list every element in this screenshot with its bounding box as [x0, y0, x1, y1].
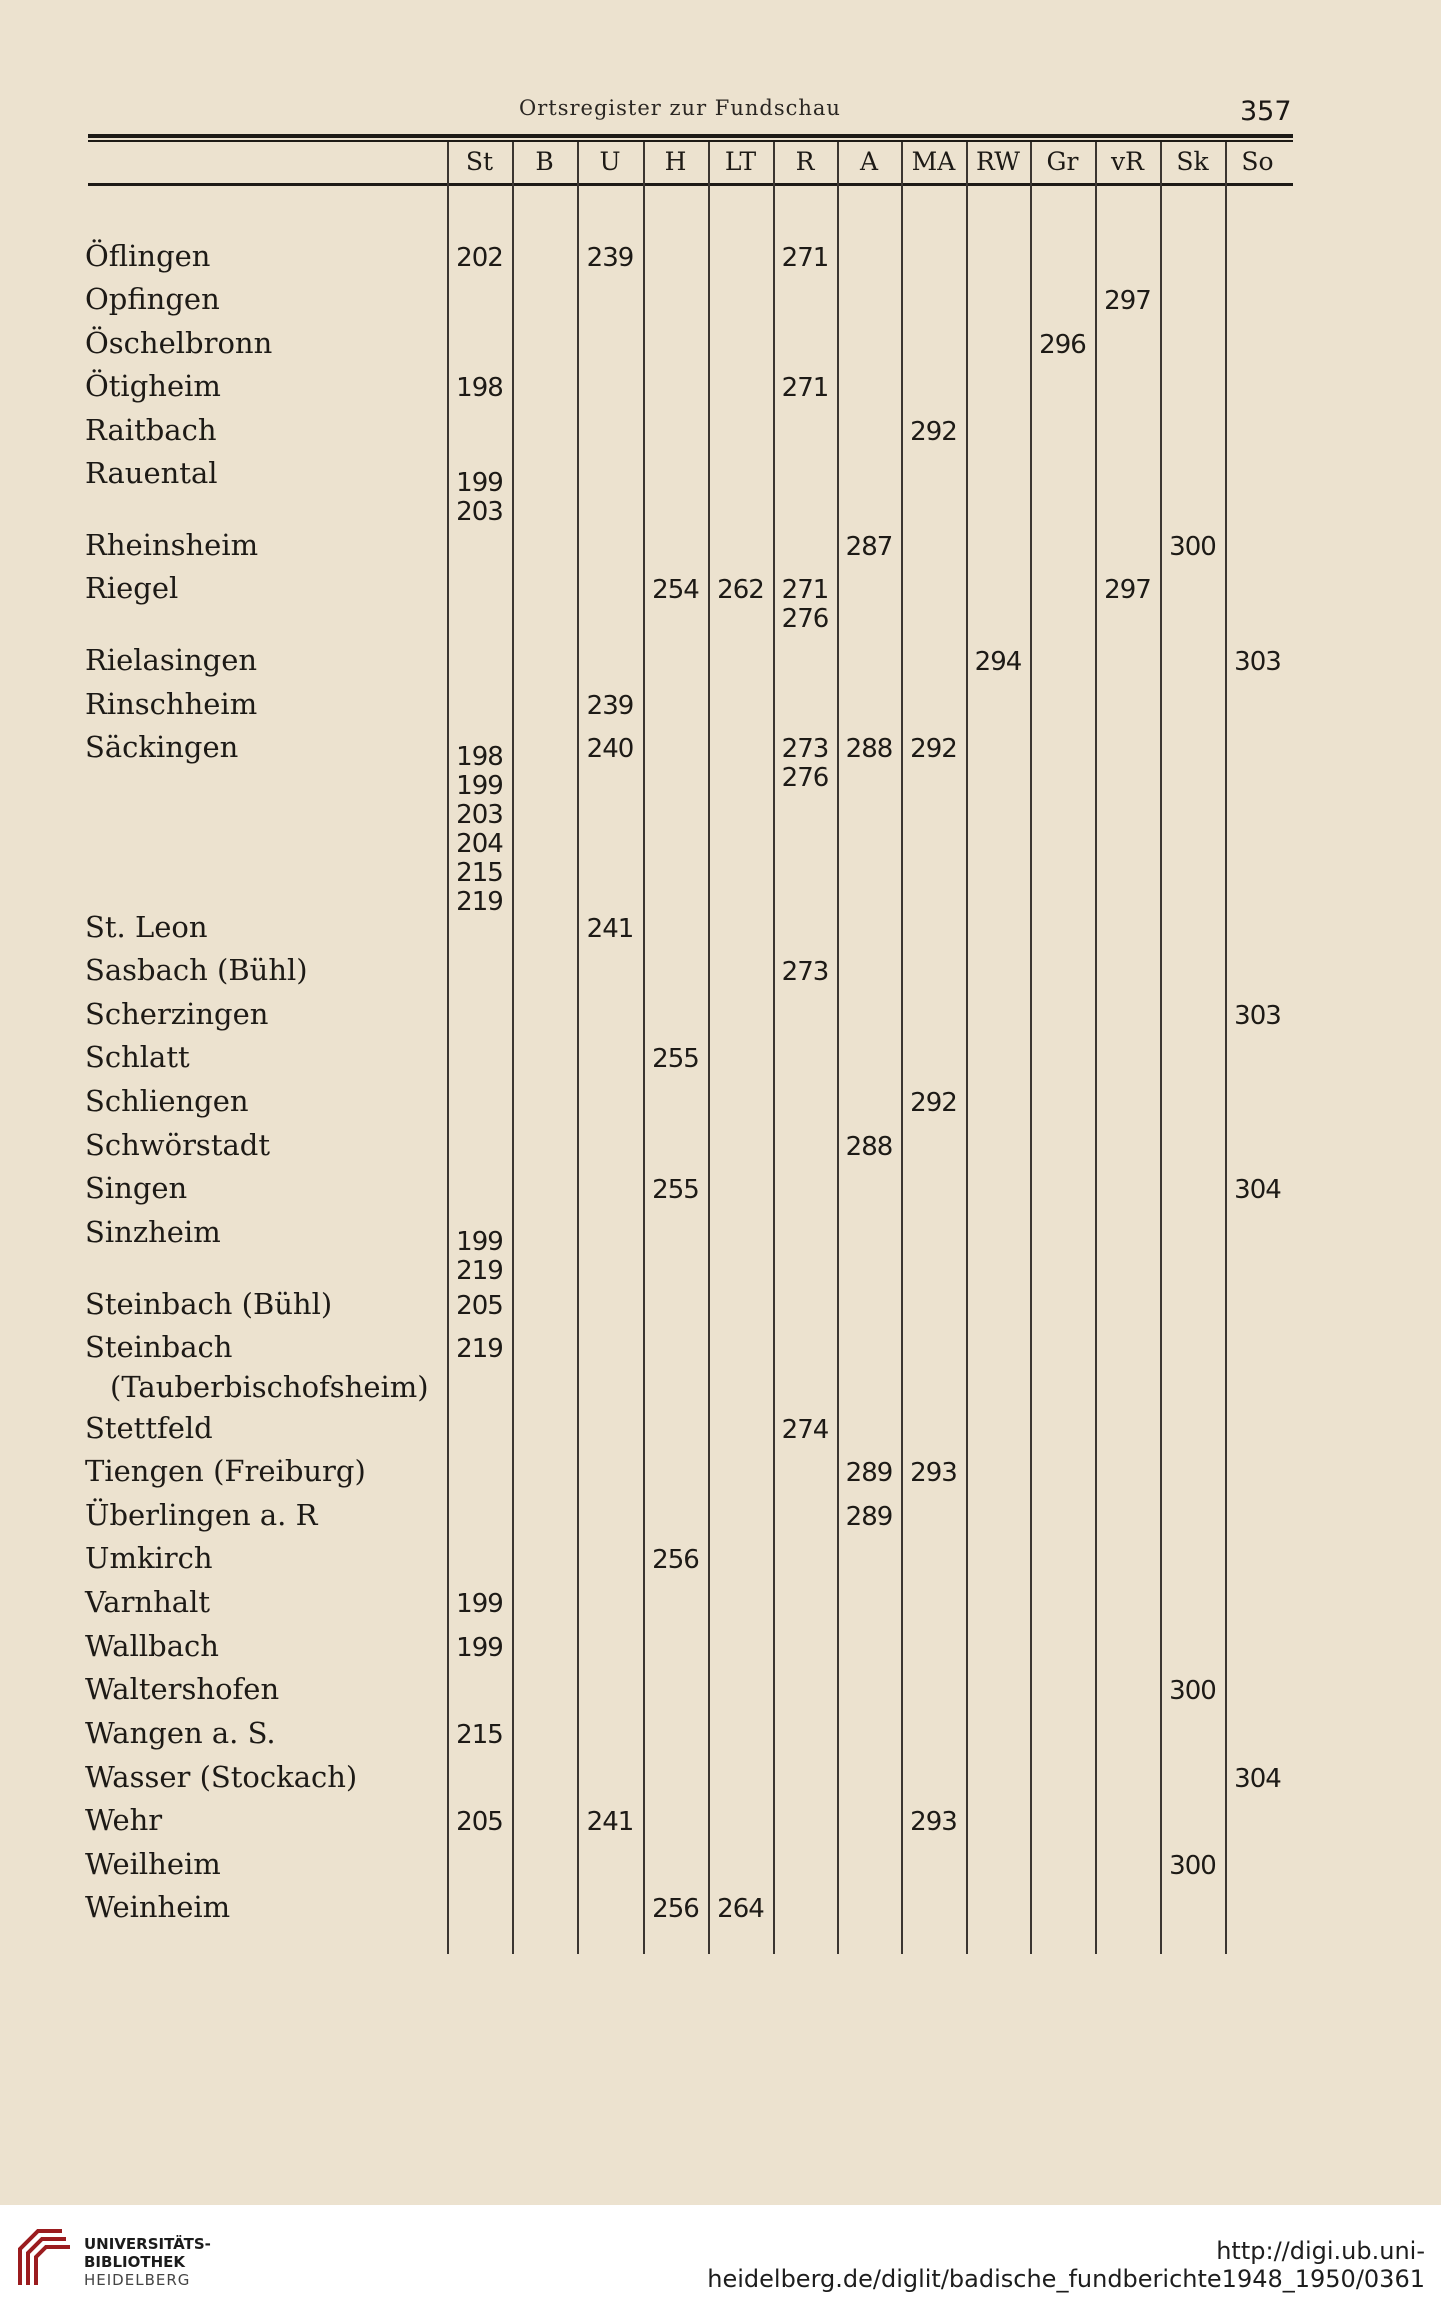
cell-a — [839, 533, 899, 562]
cell-so — [1228, 1176, 1288, 1205]
page-reference: 289 — [845, 1502, 893, 1532]
page-reference: 204 — [456, 829, 503, 859]
cell-a — [839, 1459, 899, 1488]
page-reference: 292 — [910, 417, 957, 447]
page-reference: 273 — [781, 957, 829, 987]
cell-st — [450, 374, 510, 403]
cell-u — [580, 735, 640, 764]
place-name: Wangen a. S. — [85, 1716, 276, 1750]
page-reference: 289 — [845, 1458, 893, 1488]
page-reference: 262 — [717, 575, 764, 605]
header-divider — [901, 142, 903, 184]
cell-r — [775, 1416, 835, 1445]
page-reference: 274 — [781, 1415, 829, 1445]
cell-so — [1228, 648, 1288, 677]
place-name: Varnhalt — [85, 1585, 211, 1619]
page-reference: 255 — [652, 1175, 699, 1205]
cell-vr — [1098, 576, 1158, 605]
page-reference: 203 — [456, 800, 503, 830]
place-name: Schlatt — [85, 1040, 190, 1074]
cell-u — [580, 244, 640, 273]
cell-sk — [1163, 1852, 1223, 1881]
page-reference: 271 — [781, 373, 829, 403]
column-header-b: B — [535, 147, 554, 176]
place-name: Rinschheim — [85, 687, 258, 721]
cell-h — [646, 1176, 706, 1205]
page-number: 357 — [1240, 96, 1292, 127]
place-name: Wallbach — [85, 1629, 219, 1663]
place-name: Schwörstadt — [85, 1128, 270, 1162]
place-name: Singen — [85, 1171, 188, 1205]
cell-r — [775, 958, 835, 987]
cell-r — [775, 576, 835, 634]
place-name: Opfingen — [85, 282, 220, 316]
place-name: Säckingen — [85, 730, 239, 764]
column-header-gr: Gr — [1046, 147, 1079, 176]
place-name: Steinbach (Bühl) — [85, 1287, 333, 1321]
place-name: Steinbach — [85, 1330, 233, 1364]
cell-gr — [1033, 331, 1093, 360]
place-name: Wehr — [85, 1803, 163, 1837]
column-divider — [1225, 144, 1227, 1954]
place-name: Waltershofen — [85, 1672, 280, 1706]
cell-so — [1228, 1002, 1288, 1031]
running-header: Ortsregister zur Fundschau — [519, 96, 841, 120]
column-divider — [447, 142, 449, 1954]
page-reference: 198 — [456, 742, 503, 772]
column-divider — [1030, 144, 1032, 1954]
page-reference: 288 — [845, 1132, 893, 1162]
page-reference: 255 — [652, 1044, 699, 1074]
place-name: Sinzheim — [85, 1215, 221, 1249]
column-divider — [901, 144, 903, 1954]
column-header-so: So — [1241, 147, 1274, 176]
column-header-vr: vR — [1111, 147, 1144, 176]
page-reference: 292 — [910, 734, 957, 764]
cell-vr — [1098, 287, 1158, 316]
cell-u — [580, 1808, 640, 1837]
cell-st — [450, 469, 510, 527]
page-reference: 205 — [456, 1807, 503, 1837]
header-divider — [837, 142, 839, 184]
place-name: Rauental — [85, 456, 218, 490]
library-line-1: UNIVERSITÄTS- — [84, 2235, 211, 2253]
page-reference: 205 — [456, 1291, 503, 1321]
page-reference: 273 — [781, 734, 829, 764]
page-reference: 303 — [1234, 1001, 1281, 1031]
cell-a — [839, 1503, 899, 1532]
column-header-st: St — [465, 147, 494, 176]
page-reference: 271 — [781, 243, 829, 273]
page-reference: 297 — [1104, 575, 1151, 605]
page-reference: 203 — [456, 497, 503, 527]
place-name: Raitbach — [85, 413, 217, 447]
page-reference: 219 — [456, 1334, 503, 1364]
page-reference: 199 — [456, 1589, 503, 1619]
place-name: Ötigheim — [85, 369, 221, 403]
page-reference: 300 — [1169, 1851, 1216, 1881]
cell-lt — [711, 1895, 771, 1924]
column-divider — [966, 144, 968, 1954]
place-name: St. Leon — [85, 910, 208, 944]
page-reference: 296 — [1039, 330, 1086, 360]
cell-h — [646, 576, 706, 605]
page-reference: 239 — [586, 691, 634, 721]
page-reference: 271 — [781, 575, 829, 605]
cell-u — [580, 915, 640, 944]
cell-u — [580, 692, 640, 721]
cell-r — [775, 374, 835, 403]
column-divider — [577, 144, 579, 1954]
header-divider — [1225, 142, 1227, 184]
place-name: Öschelbronn — [85, 326, 273, 360]
column-divider — [708, 144, 710, 1954]
page-reference: 239 — [586, 243, 634, 273]
library-logo-icon — [14, 2225, 76, 2291]
place-name: Sasbach (Bühl) — [85, 953, 308, 987]
column-header-r: R — [795, 147, 815, 176]
cell-so — [1228, 1765, 1288, 1794]
cell-lt — [711, 576, 771, 605]
cell-ma — [904, 1459, 964, 1488]
cell-ma — [904, 735, 964, 764]
page-reference: 215 — [456, 1720, 503, 1750]
place-name: Umkirch — [85, 1541, 213, 1575]
header-divider — [512, 142, 514, 184]
column-header-ma: MA — [911, 147, 956, 176]
page-reference: 256 — [652, 1894, 699, 1924]
cell-sk — [1163, 533, 1223, 562]
cell-st — [450, 1335, 510, 1364]
cell-st — [450, 1228, 510, 1286]
column-divider — [837, 144, 839, 1954]
cell-h — [646, 1895, 706, 1924]
header-divider — [773, 142, 775, 184]
page-reference: 199 — [456, 1227, 503, 1257]
column-header-a: A — [859, 147, 879, 176]
cell-st — [450, 1808, 510, 1837]
page-reference: 254 — [652, 575, 699, 605]
page-reference: 288 — [845, 734, 893, 764]
place-name: Scherzingen — [85, 997, 269, 1031]
place-name: Stettfeld — [85, 1411, 213, 1445]
cell-sk — [1163, 1677, 1223, 1706]
page-reference: 202 — [456, 243, 503, 273]
cell-ma — [904, 418, 964, 447]
header-divider — [577, 142, 579, 184]
page-reference: 300 — [1169, 1676, 1216, 1706]
header-rule-bottom — [88, 183, 1293, 186]
column-header-rw: RW — [976, 147, 1020, 176]
cell-a — [839, 735, 899, 764]
page-reference: 256 — [652, 1545, 699, 1575]
place-name: Riegel — [85, 571, 179, 605]
page-reference: 300 — [1169, 532, 1216, 562]
library-line-3: HEIDELBERG — [84, 2271, 191, 2289]
page-reference: 294 — [974, 647, 1022, 677]
column-divider — [512, 144, 514, 1954]
place-name: Wasser (Stockach) — [85, 1760, 358, 1794]
header-divider — [643, 142, 645, 184]
place-name: Rielasingen — [85, 643, 258, 677]
page-reference: 198 — [456, 373, 503, 403]
place-name-continuation: (Tauberbischofsheim) — [110, 1370, 429, 1404]
column-divider — [1095, 144, 1097, 1954]
page-reference: 219 — [456, 1256, 503, 1286]
cell-st — [450, 743, 510, 917]
page-reference: 241 — [586, 914, 634, 944]
column-divider — [773, 144, 775, 1954]
page-reference: 240 — [586, 734, 634, 764]
column-header-u: U — [599, 147, 621, 176]
cell-r — [775, 735, 835, 793]
cell-st — [450, 244, 510, 273]
column-header-h: H — [664, 147, 687, 176]
library-footer — [0, 2205, 1441, 2311]
page-reference: 199 — [456, 1633, 503, 1663]
library-name — [84, 2235, 211, 2289]
library-line-2: BIBLIOTHEK — [84, 2253, 185, 2271]
header-divider — [1160, 142, 1162, 184]
page-reference: 303 — [1234, 647, 1281, 677]
page-reference: 264 — [717, 1894, 764, 1924]
place-name: Weilheim — [85, 1847, 221, 1881]
cell-h — [646, 1546, 706, 1575]
page-reference: 219 — [456, 887, 503, 917]
cell-a — [839, 1133, 899, 1162]
header-divider — [1030, 142, 1032, 184]
page-reference: 293 — [910, 1458, 957, 1488]
page-reference: 215 — [456, 858, 503, 888]
place-name: Rheinsheim — [85, 528, 259, 562]
place-name: Schliengen — [85, 1084, 249, 1118]
page-reference: 287 — [845, 532, 893, 562]
header-divider — [708, 142, 710, 184]
place-name: Überlingen a. R — [85, 1498, 318, 1532]
cell-st — [450, 1292, 510, 1321]
cell-st — [450, 1721, 510, 1750]
page-reference: 276 — [781, 763, 829, 793]
place-name: Tiengen (Freiburg) — [85, 1454, 366, 1488]
column-header-lt: LT — [724, 147, 757, 176]
page-reference: 297 — [1104, 286, 1151, 316]
page-reference: 292 — [910, 1088, 957, 1118]
page-reference: 304 — [1234, 1175, 1281, 1205]
page-reference: 293 — [910, 1807, 957, 1837]
cell-ma — [904, 1808, 964, 1837]
page-reference: 304 — [1234, 1764, 1281, 1794]
page-reference: 241 — [586, 1807, 634, 1837]
cell-st — [450, 1590, 510, 1619]
header-divider — [1095, 142, 1097, 184]
source-url-link[interactable]: http://digi.ub.uni-heidelberg.de/diglit/badische_fundberichte1948_1950/0361 — [707, 2237, 1425, 2293]
cell-r — [775, 244, 835, 273]
header-rule-thick — [88, 134, 1293, 138]
page-reference: 276 — [781, 604, 829, 634]
page-reference: 199 — [456, 468, 503, 498]
place-name: Öflingen — [85, 239, 211, 273]
header-divider — [966, 142, 968, 184]
cell-rw — [968, 648, 1028, 677]
cell-h — [646, 1045, 706, 1074]
cell-st — [450, 1634, 510, 1663]
place-name: Weinheim — [85, 1890, 231, 1924]
page-reference: 199 — [456, 771, 503, 801]
cell-ma — [904, 1089, 964, 1118]
column-header-sk: Sk — [1176, 147, 1209, 176]
